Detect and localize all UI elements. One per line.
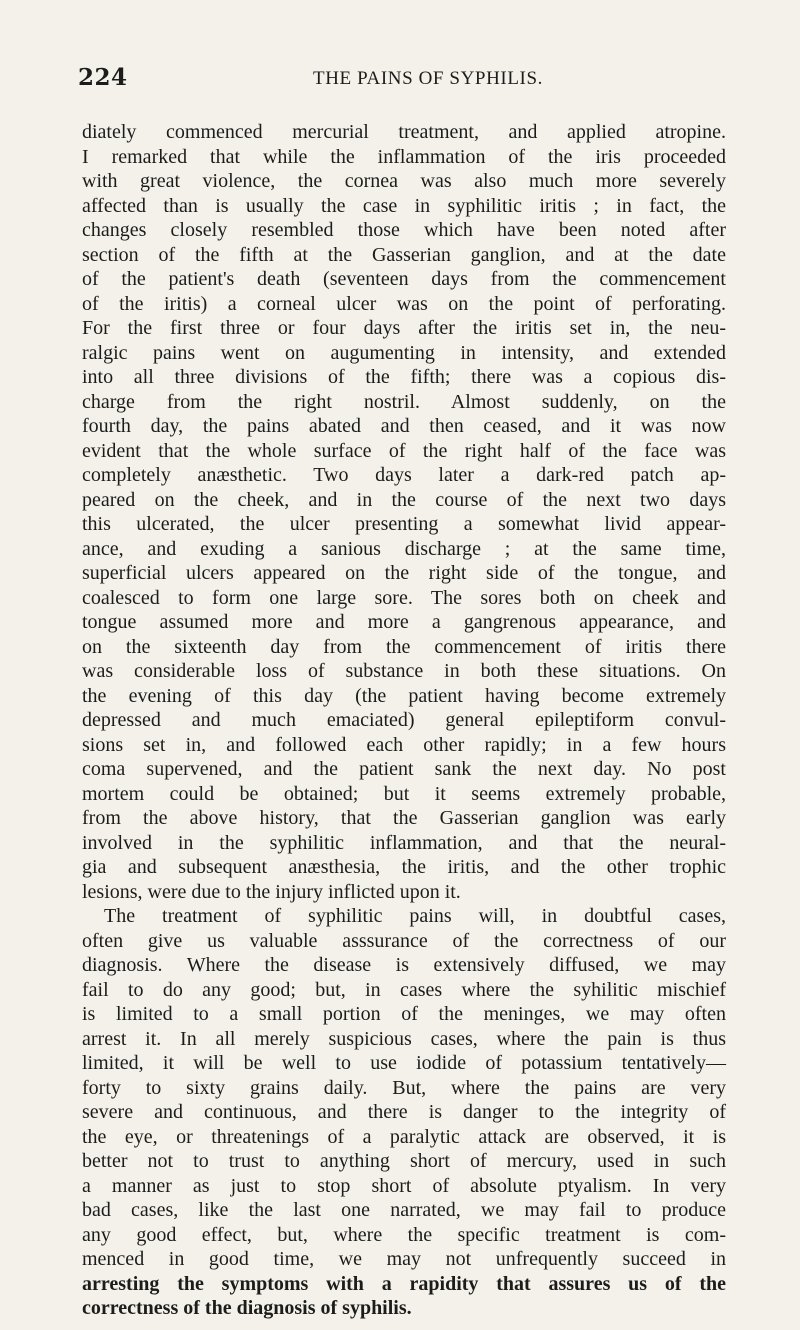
text-line: ralgic pains went on augumenting in intensity, and extended (82, 341, 726, 364)
text-line: fail to do any good; but, in cases where the syhilitic mischief (82, 978, 726, 1001)
text-line: diately commenced mercurial treatment, and applied atropine. (82, 121, 726, 143)
text-line: on the sixteenth day from the commencement of iritis there (82, 635, 726, 658)
text-line: of the patient's death (seventeen days from the commencement (82, 268, 726, 290)
running-title: THE PAINS OF SYPHILIS. (313, 68, 543, 89)
text-line: superficial ulcers appeared on the right side of the tongue, and (82, 562, 726, 584)
text-line: was considerable loss of substance in both these situations. On (82, 660, 726, 682)
text-line: better not to trust to anything short of mercury, used in such (82, 1150, 726, 1172)
text-line: peared on the cheek, and in the course of the next two days (82, 488, 726, 511)
text-line: is limited to a small portion of the meninges, we may often (82, 1003, 726, 1025)
text-line: evident that the whole surface of the right half of the face was (82, 439, 726, 462)
text-line: section of the fifth at the Gasserian ganglion, and at the date (82, 243, 726, 266)
text-line: completely anæsthetic. Two days later a dark-red patch ap- (82, 464, 726, 486)
text-line: often give us valuable asssurance of the correctness of our (82, 929, 726, 952)
text-line: diagnosis. Where the disease is extensively diffused, we may (82, 954, 726, 976)
text-line: lesions, were due to the injury inflicted upon it. (82, 880, 461, 903)
text-line: coalesced to form one large sore. The sores both on cheek and (82, 586, 726, 609)
text-line: arresting the symptoms with a rapidity that assures us of the (82, 1272, 726, 1295)
text-line: coma supervened, and the patient sank the next day. No post (82, 758, 726, 780)
text-line: I remarked that while the inflammation of the iris proceeded (82, 145, 726, 168)
text-line: bad cases, like the last one narrated, we may fail to produce (82, 1199, 726, 1221)
page-number: 224 (78, 64, 128, 91)
text-line: severe and continuous, and there is danger to the integrity of (82, 1101, 726, 1123)
text-line: gia and subsequent anæsthesia, the iritis, and the other trophic (82, 856, 726, 878)
body-text (82, 120, 726, 1321)
text-line: of the iritis) a corneal ulcer was on the point of perforating. (82, 292, 726, 315)
text-line: tongue assumed more and more a gangrenous appearance, and (82, 611, 726, 633)
text-line: the eye, or threatenings of a paralytic attack are observed, it is (82, 1125, 726, 1148)
text-line: sions set in, and followed each other rapidly; in a few hours (82, 733, 726, 756)
text-line: with great violence, the cornea was also much more severely (82, 170, 726, 192)
text-line: fourth day, the pains abated and then ceased, and it was now (82, 415, 726, 437)
running-head (78, 64, 728, 94)
text-line: arrest it. In all merely suspicious cases, where the pain is thus (82, 1027, 726, 1050)
text-line: charge from the right nostril. Almost suddenly, on the (82, 390, 726, 413)
text-line: forty to sixty grains daily. But, where the pains are very (82, 1076, 726, 1099)
text-line: changes closely resembled those which have been noted after (82, 219, 726, 241)
text-line: the evening of this day (the patient having become extremely (82, 684, 726, 707)
text-line: ance, and exuding a sanious discharge ; at the same time, (82, 537, 726, 560)
text-line: correctness of the diagnosis of syphilis. (82, 1297, 412, 1319)
text-line: a manner as just to stop short of absolute ptyalism. In very (82, 1174, 726, 1197)
text-line: limited, it will be well to use iodide of potassium tentatively— (82, 1052, 726, 1074)
text-line: any good effect, but, where the specific treatment is com- (82, 1223, 726, 1246)
text-line: menced in good time, we may not unfrequently succeed in (82, 1248, 726, 1270)
text-line: affected than is usually the case in syphilitic iritis ; in fact, the (82, 194, 726, 217)
text-line: mortem could be obtained; but it seems extremely probable, (82, 782, 726, 805)
text-line: For the first three or four days after the iritis set in, the neu- (82, 317, 726, 339)
text-line: from the above history, that the Gasserian ganglion was early (82, 807, 726, 829)
text-line: The treatment of syphilitic pains will, in doubtful cases, (104, 905, 726, 927)
text-line: depressed and much emaciated) general epileptiform convul- (82, 709, 726, 731)
text-line: involved in the syphilitic inflammation, and that the neural- (82, 831, 726, 854)
text-line: this ulcerated, the ulcer presenting a somewhat livid appear- (82, 513, 726, 535)
text-line: into all three divisions of the fifth; there was a copious dis- (82, 366, 726, 388)
